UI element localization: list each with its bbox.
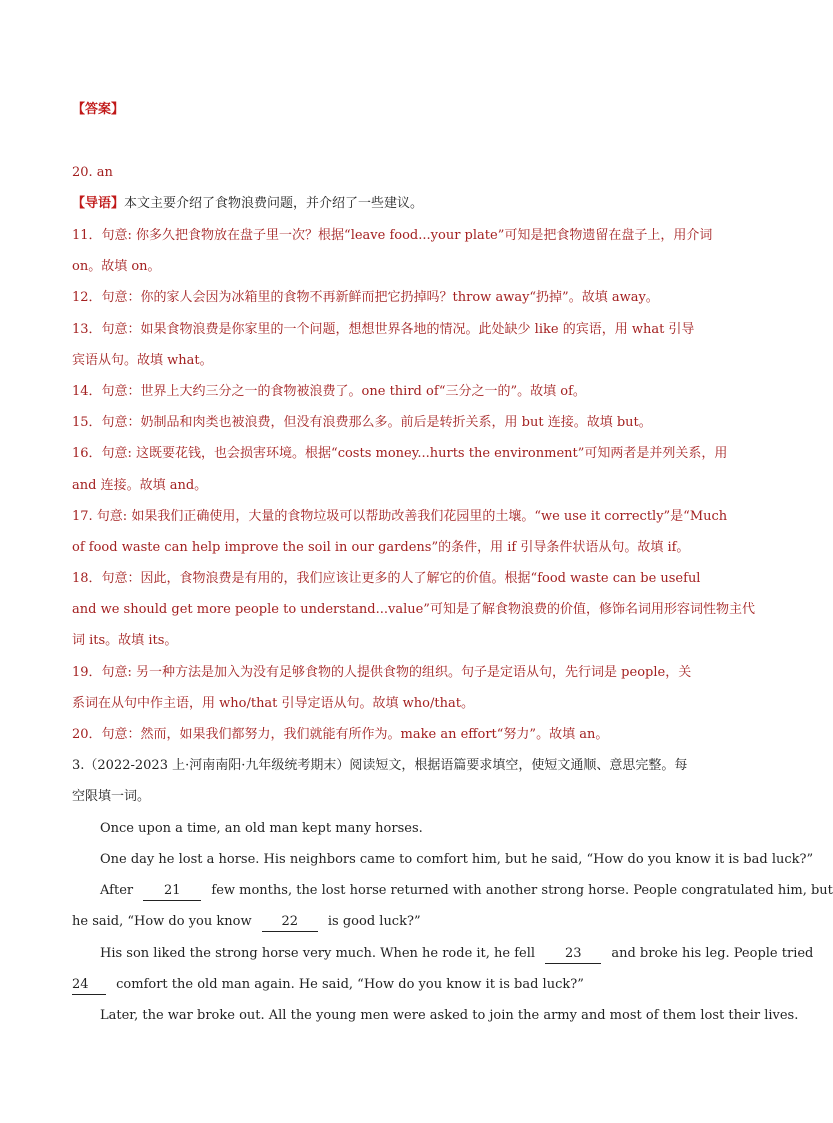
guide-text: 本文主要介绍了食物浪费问题，并介绍了一些建议。 [124,196,424,211]
answer-header: 【答案】 [72,102,125,117]
passage-paragraph-3-line-2: he said, “How do you know 22 is good luck?” [72,913,724,932]
explanation-line: 12．句意：你的家人会因为冰箱里的食物不再新鲜而把它扔掉吗？throw away“扔掉”。故填 away。 [72,290,659,305]
explanation-line: 18．句意：因此，食物浪费是有用的，我们应该让更多的人了解它的价值。根据“food waste can be useful [72,571,701,586]
question-3-prompt-line-1: 3.（2022-2023 上·河南南阳·九年级统考期末）阅读短文，根据语篇要求填空，使短文通顺、意思完整。每 [72,758,688,773]
explanation-line: 20．句意：然而，如果我们都努力，我们就能有所作为。make an effort“努力”。故填 an。 [72,727,609,742]
passage-paragraph-4-line-2: 24 comfort the old man again. He said, “How do you know it is bad luck?” [72,976,724,995]
blank-22[interactable]: 22 [262,913,318,932]
explanation-line: 15．句意：奶制品和肉类也被浪费，但没有浪费那么多。前后是转折关系，用 but 连接。故填 but。 [72,415,652,430]
answer-20: 20. an [72,165,113,180]
explanation-line: of food waste can help improve the soil in our gardens”的条件，用 if 引导条件状语从句。故填 if。 [72,540,690,555]
passage-paragraph-2: One day he lost a horse. His neighbors came to comfort him, but he said, “How do you know it is bad luck?” [100,852,814,867]
blank-24[interactable]: 24 [72,976,106,995]
explanation-line: 词 its。故填 its。 [72,633,178,648]
passage-paragraph-5: Later, the war broke out. All the young men were asked to join the army and most of them lost their lives. [100,1008,799,1023]
passage-paragraph-1: Once upon a time, an old man kept many horses. [100,821,423,836]
answers-row-2 [72,164,724,182]
explanation-line: 16．句意: 这既要花钱，也会损害环境。根据“costs money...hurts the environment”可知两者是并列关系，用 [72,446,728,461]
explanation-line: 14．句意：世界上大约三分之一的食物被浪费了。one third of“三分之一的”。故填 of。 [72,384,586,399]
guide-label: 【导语】 [72,196,125,211]
explanation-line: and 连接。故填 and。 [72,478,208,493]
blank-21[interactable]: 21 [143,882,201,901]
question-3-prompt-line-2: 空限填一词。 [72,789,151,804]
explanation-line: 宾语从句。故填 what。 [72,353,213,368]
explanation-line: 17. 句意: 如果我们正确使用，大量的食物垃圾可以帮助改善我们花园里的土壤。“we use it correctly”是“Much [72,509,728,524]
explanation-line: and we should get more people to understand...value”可知是了解食物浪费的价值，修饰名词用形容词性物主代 [72,602,755,617]
guide-line [72,195,724,213]
passage-paragraph-4-line-1: His son liked the strong horse very much. When he rode it, he fell 23 and broke his leg. People tried [100,945,724,964]
passage-paragraph-3-line-1: After 21 few months, the lost horse returned with another strong horse. People congratulated him, but [100,882,724,901]
explanation-line: on。故填 on。 [72,259,161,274]
explanation-line: 11．句意: 你多久把食物放在盘子里一次？根据“leave food...your plate”可知是把食物遗留在盘子上，用介词 [72,228,713,243]
explanation-line: 19．句意: 另一种方法是加入为没有足够食物的人提供食物的组织。句子是定语从句，先行词是 people，关 [72,665,692,680]
explanation-line: 13．句意：如果食物浪费是你家里的一个问题，想想世界各地的情况。此处缺少 like 的宾语，用 what 引导 [72,322,695,337]
blank-23[interactable]: 23 [545,945,601,964]
explanation-line: 系词在从句中作主语，用 who/that 引导定语从句。故填 who/that。 [72,696,474,711]
